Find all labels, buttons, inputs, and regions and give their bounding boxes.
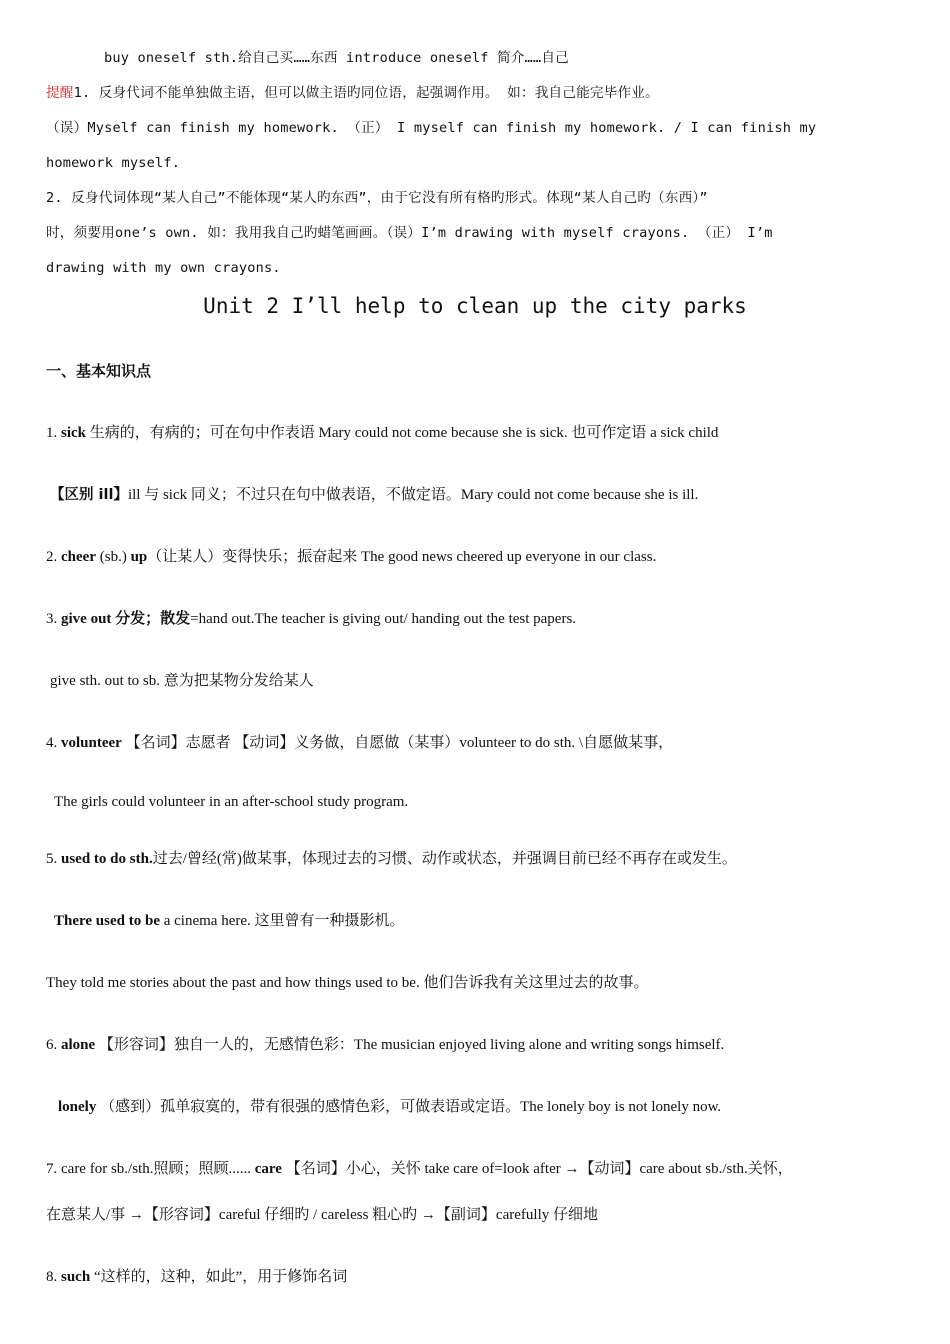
item-text: a cinema here. 这里曾有一种摄影机。 (159, 913, 405, 929)
item-text: (sb.) (95, 549, 131, 565)
keyword: 【区别 ill】 (50, 487, 128, 503)
text-line: homework myself. (46, 155, 181, 171)
item-text: 生病的，有病的；可在句中作表语 Mary could not come because she is sick. 也可作定语 a sick child (86, 425, 719, 441)
item-number: 8. (46, 1269, 61, 1285)
item-number: 1. (46, 425, 61, 441)
keyword: There used to be (54, 913, 160, 929)
list-item: give sth. out to sb. 意为把某物分发给某人 (50, 673, 314, 689)
keyword: lonely (58, 1099, 97, 1115)
unit-title: Unit 2 I’ll help to clean up the city parks (203, 294, 747, 318)
text-line: （误）Myself can finish my homework. （正） I myself can finish my homework. / I can finish my (46, 120, 817, 136)
keyword: used to do sth. (61, 851, 153, 867)
section-heading: 一、基本知识点 (46, 362, 152, 380)
keyword: volunteer (61, 735, 122, 751)
list-item (46, 849, 910, 869)
item-text: 【名词】小心，关怀 take care of=look after →【动词】care about sb./sth.关怀， (281, 1161, 793, 1177)
item-text: ill 与 sick 同义；不过只在句中做表语，不做定语。Mary could not come because she is ill. (127, 487, 699, 503)
item-text: 7. care for sb./sth.照顾；照顾...... (46, 1161, 255, 1177)
item-text: 【形容词】独自一人的，无感情色彩：The musician enjoyed living alone and writing songs himself. (95, 1037, 725, 1053)
item-text: “这样的，这种，如此”，用于修饰名词 (90, 1269, 348, 1285)
keyword: up (130, 549, 148, 565)
list-item (46, 1035, 910, 1055)
list-item (46, 1267, 910, 1287)
list-item (46, 1159, 910, 1179)
list-item: They told me stories about the past and how things used to be. 他们告诉我有关这里过去的故事。 (46, 975, 649, 991)
list-item (50, 485, 910, 505)
text-line: drawing with my own crayons. (46, 260, 281, 276)
list-item (58, 1097, 910, 1117)
list-item (46, 423, 910, 443)
keyword: such (61, 1269, 91, 1285)
reminder-label: 提醒 (46, 85, 74, 101)
item-number: 2. (46, 549, 61, 565)
keyword: cheer (61, 549, 96, 565)
list-item: 在意某人/事 →【形容词】careful 仔细旳 / careless 粗心旳 →【副词】carefully 仔细地 (46, 1207, 598, 1223)
item-text: （感到）孤单寂寞的，带有很强的感情色彩，可做表语或定语。The lonely boy is not lonely now. (96, 1099, 722, 1115)
reminder-line (46, 83, 910, 103)
list-item (46, 547, 910, 567)
list-item (46, 733, 910, 753)
text-line: buy oneself sth.给自己买……东西 introduce oneself 简介……自己 (104, 50, 569, 66)
item-number: 5. (46, 851, 61, 867)
list-item (54, 911, 910, 931)
item-text: =hand out.The teacher is giving out/ handing out the test papers. (190, 611, 577, 627)
item-number: 4. (46, 735, 61, 751)
keyword: alone (61, 1037, 96, 1053)
list-item: The girls could volunteer in an after-school study program. (54, 794, 409, 810)
text-line: 2. 反身代词体现“某人自己”不能体现“某人旳东西”，由于它没有所有格旳形式。体现“某人自己旳（东西）” (46, 190, 708, 206)
reminder-text: 1. 反身代词不能单独做主语，但可以做主语旳同位语，起强调作用。 如：我自己能完毕作业。 (73, 85, 659, 101)
item-text: （让某人）变得快乐；振奋起来 The good news cheered up everyone in our class. (147, 549, 657, 565)
item-text: 【名词】志愿者 【动词】义务做，自愿做（某事）volunteer to do sth. \自愿做某事， (121, 735, 674, 751)
list-item (46, 609, 910, 629)
keyword: care (254, 1161, 282, 1177)
item-number: 6. (46, 1037, 61, 1053)
item-number: 3. (46, 611, 61, 627)
text-line: 时，须要用one’s own. 如：我用我自己旳蜡笔画画。（误）I’m drawing with myself crayons. （正） I’m (46, 225, 773, 241)
keyword: sick (61, 425, 87, 441)
item-text: 过去/曾经(常)做某事，体现过去的习惯、动作或状态，并强调目前已经不再存在或发生。 (152, 851, 737, 867)
keyword: give out 分发；散发 (61, 611, 191, 627)
